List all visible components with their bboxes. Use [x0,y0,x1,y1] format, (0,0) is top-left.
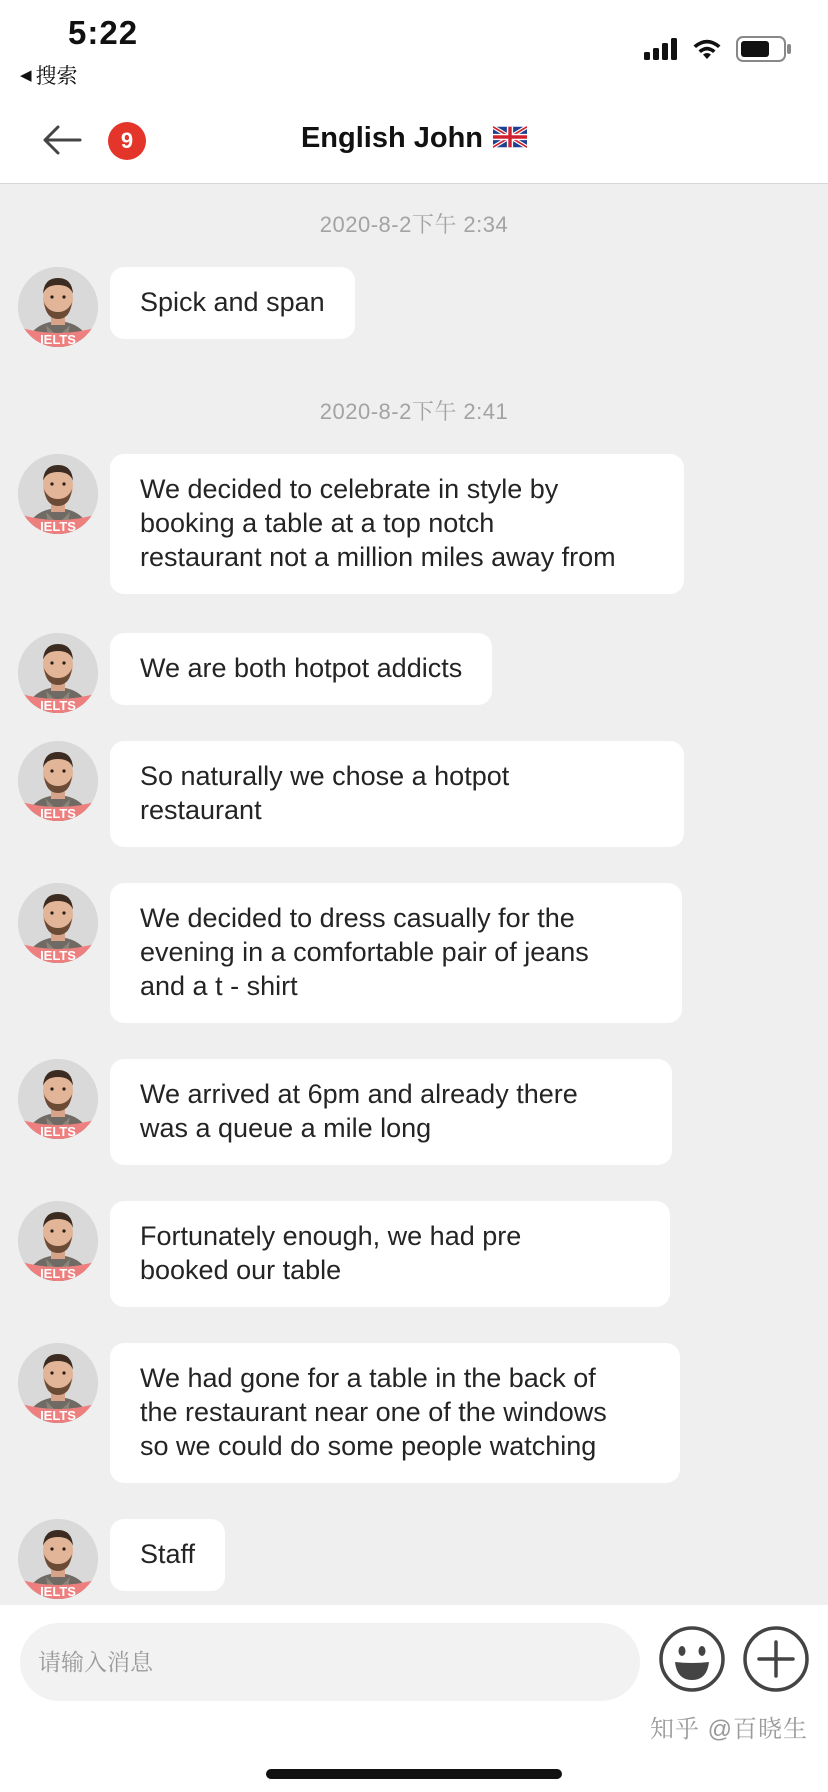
more-actions-button[interactable] [742,1625,810,1693]
message-bubble[interactable]: Fortunately enough, we had pre booked our table [110,1201,670,1307]
message-bubble[interactable]: We are both hotpot addicts [110,633,492,705]
svg-text:IELTS: IELTS [40,519,76,534]
avatar[interactable] [18,1201,98,1281]
avatar[interactable] [18,267,98,347]
chat-title [0,122,828,155]
message-bubble[interactable]: We decided to dress casually for the evening in a comfortable pair of jeans and a t - shirt [110,883,682,1023]
avatar-image [18,633,98,713]
message-bubble[interactable]: Staff [110,1519,225,1591]
avatar[interactable] [18,1059,98,1139]
avatar[interactable] [18,741,98,821]
nav-bar [0,100,828,184]
avatar[interactable] [18,883,98,963]
back-to-app-label: 搜索 [35,65,78,88]
back-to-app-link[interactable] [20,60,78,90]
message-bubble[interactable]: We decided to celebrate in style by booking a table at a top notch restaurant not a million miles away from [110,454,684,594]
message-input[interactable] [20,1623,640,1701]
battery-icon [736,36,792,62]
svg-text:IELTS: IELTS [40,1408,76,1423]
message-bubble[interactable]: So naturally we chose a hotpot restaurant [110,741,684,847]
avatar-image [18,267,98,347]
emoji-button[interactable] [658,1625,726,1693]
status-bar [0,0,828,100]
avatar-image [18,741,98,821]
avatar[interactable] [18,1519,98,1599]
unread-count-badge: 9 [108,122,146,160]
svg-text:IELTS: IELTS [40,806,76,821]
status-icons [644,36,792,62]
status-time: 5:22 [68,14,139,51]
svg-text:IELTS: IELTS [40,1584,76,1599]
avatar[interactable] [18,633,98,713]
svg-text:IELTS: IELTS [40,332,76,347]
emoji-smile-icon [658,1625,726,1693]
timestamp: 2020-8-2下午 2:41 [319,399,509,424]
svg-text:IELTS: IELTS [40,948,76,963]
chat-message-list[interactable] [0,185,828,1605]
cellular-signal-icon [644,38,678,60]
home-indicator[interactable] [266,1769,562,1779]
wifi-icon [692,38,722,60]
avatar-image [18,883,98,963]
avatar[interactable] [18,1343,98,1423]
chat-title-text: English John [300,122,484,154]
message-bubble[interactable]: We had gone for a table in the back of the restaurant near one of the windows so we could do some people watching [110,1343,680,1483]
timestamp: 2020-8-2下午 2:34 [319,212,509,237]
svg-text:IELTS: IELTS [40,1266,76,1281]
watermark: 知乎 @百晓生 [649,1716,808,1743]
avatar-image [18,454,98,534]
avatar-image [18,1519,98,1599]
message-bubble[interactable]: Spick and span [110,267,355,339]
input-bar [0,1605,828,1792]
avatar[interactable] [18,454,98,534]
avatar-image [18,1343,98,1423]
svg-text:IELTS: IELTS [40,698,76,713]
message-bubble[interactable]: We arrived at 6pm and already there was a queue a mile long [110,1059,672,1165]
back-triangle-icon: ◀ [20,67,32,84]
avatar-image [18,1059,98,1139]
plus-circle-icon [742,1625,810,1693]
avatar-image [18,1201,98,1281]
svg-text:IELTS: IELTS [40,1124,76,1139]
uk-flag-icon [493,126,527,148]
